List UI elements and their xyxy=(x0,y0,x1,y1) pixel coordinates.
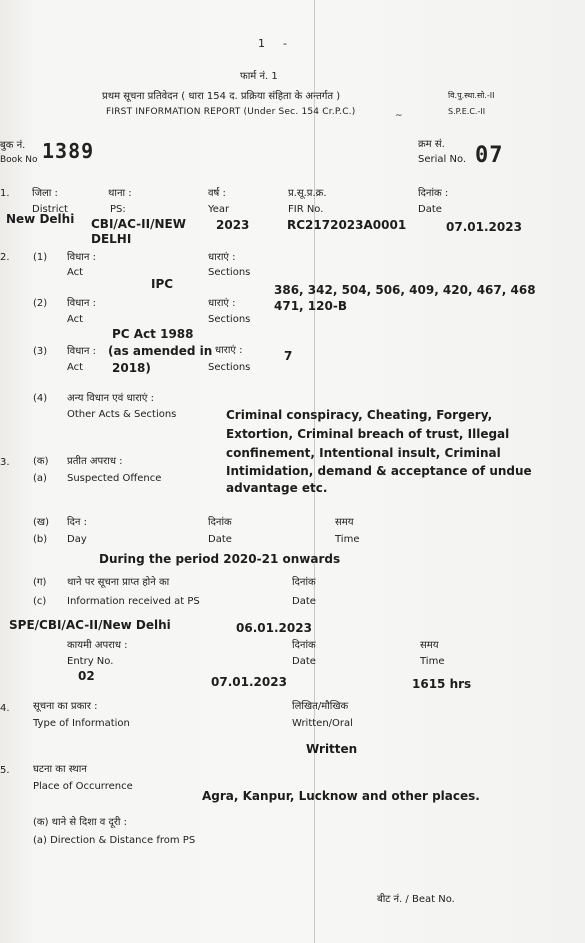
title-english: FIRST INFORMATION REPORT (Under Sec. 154 Cr.P.C.) xyxy=(106,107,356,117)
district-label: District xyxy=(32,204,68,215)
day-num: (b) xyxy=(33,534,48,545)
spec-hindi: वि.पु.स्था.सो.-II xyxy=(448,91,495,100)
sections1-value: 386, 342, 504, 506, 409, 420, 467, 468 xyxy=(274,283,536,297)
entry-label: Entry No. xyxy=(67,656,114,667)
book-label-hindi: बुक नं. xyxy=(0,140,26,151)
info-received-label: Information received at PS xyxy=(67,596,200,607)
day-num-hindi: (ख) xyxy=(33,517,49,528)
act3-number: (3) xyxy=(33,346,48,357)
entry-date-label-hindi: दिनांक xyxy=(292,640,316,651)
day-label: Day xyxy=(67,534,87,545)
year-label: Year xyxy=(208,204,230,215)
book-number: 1389 xyxy=(42,139,95,163)
info-type-label: Type of Information xyxy=(33,718,130,729)
offence-line: Extortion, Criminal breach of trust, Illegal xyxy=(226,427,510,441)
offence-line: Criminal conspiracy, Cheating, Forgery, xyxy=(226,408,493,422)
offence-date-label-hindi: दिनांक xyxy=(208,517,232,528)
item5-number: 5. xyxy=(0,765,10,776)
district-label-hindi: जिला : xyxy=(32,188,58,199)
offence-line: Intimidation, demand & acceptance of undue xyxy=(226,464,532,478)
info-date-label: Date xyxy=(292,596,316,607)
sections2-label-hindi: धाराएं : xyxy=(208,298,236,309)
info-type-options: Written/Oral xyxy=(292,718,353,729)
offence-date-label: Date xyxy=(208,534,232,545)
offence-time-label-hindi: समय xyxy=(335,517,354,528)
title-tick: ~ xyxy=(395,111,403,121)
date-value: 07.01.2023 xyxy=(446,220,522,234)
item1-number: 1. xyxy=(0,188,10,199)
act1-label: Act xyxy=(67,267,84,278)
serial-label-english: Serial No. xyxy=(418,154,467,165)
offence-line: confinement, Intentional insult, Criminal xyxy=(226,446,501,460)
entry-date-value: 07.01.2023 xyxy=(211,675,287,689)
offence-num: (a) xyxy=(33,473,47,484)
entry-time-label: Time xyxy=(420,656,445,667)
offence-period-value: During the period 2020-21 onwards xyxy=(99,552,341,566)
act2-label: Act xyxy=(67,314,84,325)
entry-value: 02 xyxy=(78,669,95,683)
page-dash: - xyxy=(283,37,287,50)
entry-time-label-hindi: समय xyxy=(420,640,439,651)
act2-number: (2) xyxy=(33,298,48,309)
direction-label: (a) Direction & Distance from PS xyxy=(33,835,196,846)
other-acts-label-hindi: अन्य विधान एवं धाराएं : xyxy=(67,393,154,404)
item2-number: 2. xyxy=(0,252,10,263)
info-type-label-hindi: सूचना का प्रकार : xyxy=(33,701,98,712)
fir-label-hindi: प्र.सू.प्र.क्र. xyxy=(288,188,327,199)
sections3-value: 7 xyxy=(284,349,293,363)
sections2-label: Sections xyxy=(208,314,251,325)
other-acts-number: (4) xyxy=(33,393,48,404)
ps-label: PS: xyxy=(110,204,126,215)
item4-number: 4. xyxy=(0,703,10,714)
book-label-english: Book No xyxy=(0,155,38,165)
info-type-value: Written xyxy=(306,742,358,756)
sections3-label-hindi: धाराएं : xyxy=(215,345,243,356)
info-date-value: 06.01.2023 xyxy=(236,621,312,635)
direction-label-hindi: (क) थाने से दिशा व दूरी : xyxy=(33,817,128,828)
serial-number: 07 xyxy=(475,143,504,168)
act2-label-hindi: विधान : xyxy=(67,298,96,309)
info-num-hindi: (ग) xyxy=(33,577,47,588)
act1-value: IPC xyxy=(151,277,174,291)
sections1-label-hindi: धाराएं : xyxy=(208,252,236,263)
year-value: 2023 xyxy=(216,218,250,232)
ps-value-line2: DELHI xyxy=(91,232,132,246)
ps-label-hindi: थाना : xyxy=(108,188,132,199)
sections1-label: Sections xyxy=(208,267,251,278)
place-label-hindi: घटना का स्थान xyxy=(33,764,87,775)
year-label-hindi: वर्ष : xyxy=(208,188,226,199)
act3-label-hindi: विधान : xyxy=(67,346,96,357)
beat-number-label: बीट नं. / Beat No. xyxy=(377,894,455,905)
entry-time-value: 1615 hrs xyxy=(412,677,472,691)
info-received-label-hindi: थाने पर सूचना प्राप्त होने का xyxy=(67,577,170,588)
act3-value-line2: 2018) xyxy=(112,361,151,375)
act1-label-hindi: विधान : xyxy=(67,252,96,263)
sections3-label: Sections xyxy=(208,362,251,373)
act3-value: (as amended in xyxy=(108,344,213,358)
date-label: Date xyxy=(418,204,442,215)
info-date-label-hindi: दिनांक xyxy=(292,577,316,588)
item3-number: 3. xyxy=(0,457,10,468)
sections1-value-line2: 471, 120-B xyxy=(274,299,347,313)
info-ps-value: SPE/CBI/AC-II/New Delhi xyxy=(9,618,171,632)
place-label: Place of Occurrence xyxy=(33,781,133,792)
act3-label: Act xyxy=(67,362,84,373)
day-label-hindi: दिन : xyxy=(67,517,87,528)
district-value: New Delhi xyxy=(6,212,75,226)
place-value: Agra, Kanpur, Lucknow and other places. xyxy=(202,789,480,803)
offence-num-hindi: (क) xyxy=(33,456,49,467)
entry-label-hindi: कायमी अपराध : xyxy=(67,640,128,651)
spec-english: S.P.E.C.-II xyxy=(448,107,486,116)
act1-number: (1) xyxy=(33,252,48,263)
offence-line: advantage etc. xyxy=(226,481,328,495)
offence-time-label: Time xyxy=(335,534,360,545)
entry-date-label: Date xyxy=(292,656,316,667)
other-acts-label: Other Acts & Sections xyxy=(67,409,177,420)
act2-value: PC Act 1988 xyxy=(112,327,194,341)
serial-label-hindi: क्रम सं. xyxy=(418,139,445,150)
date-label-hindi: दिनांक : xyxy=(418,188,449,199)
ps-value: CBI/AC-II/NEW xyxy=(91,217,186,231)
page-number: 1 xyxy=(258,37,265,50)
fir-number-value: RC2172023A0001 xyxy=(287,218,407,232)
info-num: (c) xyxy=(33,596,47,607)
form-number: फार्म नं. 1 xyxy=(240,71,278,82)
offence-label: Suspected Offence xyxy=(67,473,162,484)
offence-label-hindi: प्रतीत अपराध : xyxy=(67,456,123,467)
info-type-options-hindi: लिखित/मौखिक xyxy=(292,701,349,712)
fir-label: FIR No. xyxy=(288,204,324,215)
title-hindi: प्रथम सूचना प्रतिवेदन ( धारा 154 द. प्रक्रिया संहिता के अन्तर्गत ) xyxy=(102,91,341,102)
